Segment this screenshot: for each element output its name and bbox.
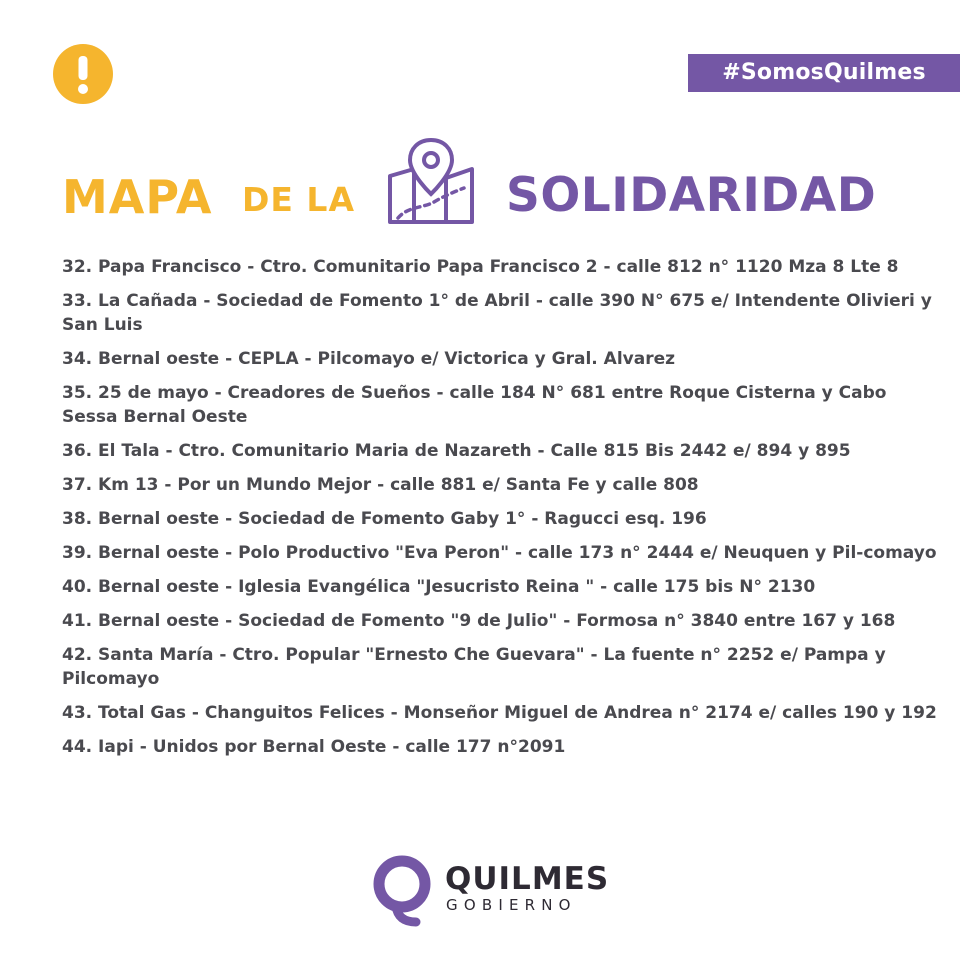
list-item: 44. Iapi - Unidos por Bernal Oeste - calle 177 n°2091 (62, 737, 566, 757)
exclamation-icon (53, 44, 113, 104)
list-item: 40. Bernal oeste - Iglesia Evangélica "Jesucristo Reina " - calle 175 bis N° 2130 (62, 577, 816, 597)
map-pin-icon (384, 136, 478, 228)
title-word-de-la: DE LA (242, 180, 355, 219)
logo-name: QUILMES (445, 861, 610, 897)
list-item: 42. Santa María - Ctro. Popular "Ernesto Che Guevara" - La fuente n° 2252 e/ Pampa y Pilcomayo (62, 645, 886, 689)
list-item: 38. Bernal oeste - Sociedad de Fomento Gaby 1° - Ragucci esq. 196 (62, 509, 707, 529)
hashtag-banner: #SomosQuilmes (688, 54, 960, 92)
list-item: 33. La Cañada - Sociedad de Fomento 1° de Abril - calle 390 N° 675 e/ Intendente Olivieri y San Luis (62, 291, 932, 335)
title-word-mapa: MAPA (62, 170, 213, 224)
list-item: 37. Km 13 - Por un Mundo Mejor - calle 881 e/ Santa Fe y calle 808 (62, 475, 699, 495)
list-item: 36. El Tala - Ctro. Comunitario Maria de Nazareth - Calle 815 Bis 2442 e/ 894 y 895 (62, 441, 851, 461)
alert-badge (53, 44, 113, 104)
quilmes-q-logo-icon (372, 852, 436, 928)
list-item: 32. Papa Francisco - Ctro. Comunitario Papa Francisco 2 - calle 812 n° 1120 Mza 8 Lte 8 (62, 257, 899, 277)
list-item: 35. 25 de mayo - Creadores de Sueños - calle 184 N° 681 entre Roque Cisterna y Cabo Sessa Bernal Oeste (62, 383, 887, 427)
list-item: 34. Bernal oeste - CEPLA - Pilcomayo e/ Victorica y Gral. Alvarez (62, 349, 676, 369)
title-word-solidaridad: SOLIDARIDAD (506, 168, 877, 223)
location-list (62, 255, 942, 769)
list-item: 41. Bernal oeste - Sociedad de Fomento "9 de Julio" - Formosa n° 3840 entre 167 y 168 (62, 611, 896, 631)
list-item: 43. Total Gas - Changuitos Felices - Monseñor Miguel de Andrea n° 2174 e/ calles 190 y 192 (62, 703, 937, 723)
list-item: 39. Bernal oeste - Polo Productivo "Eva Peron" - calle 173 n° 2444 e/ Neuquen y Pil-comayo (62, 543, 937, 563)
page-title (0, 130, 960, 230)
logo-subtitle: GOBIERNO (446, 896, 577, 914)
